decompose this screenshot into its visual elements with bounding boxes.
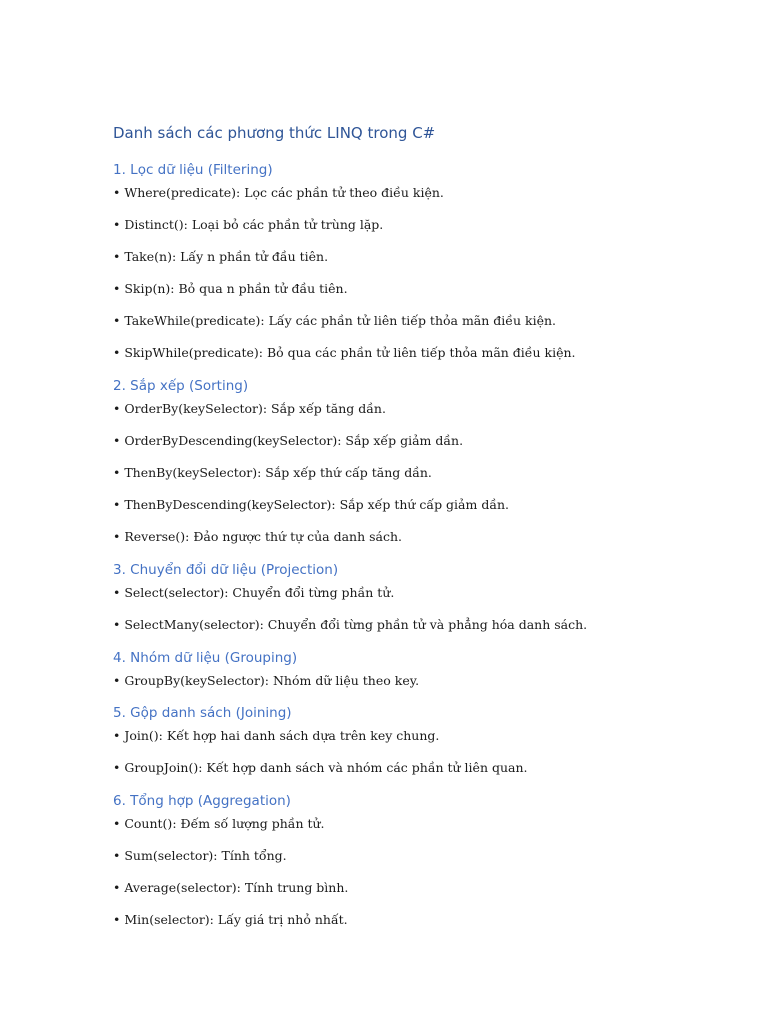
section-heading-aggregation: 6. Tổng hợp (Aggregation) [113,793,291,809]
list-item: • Skip(n): Bỏ qua n phần tử đầu tiên. [113,281,348,296]
section-heading-sorting: 2. Sắp xếp (Sorting) [113,378,249,394]
list-item: • Select(selector): Chuyển đổi từng phần tử. [113,585,395,600]
section-heading-grouping: 4. Nhóm dữ liệu (Grouping) [113,650,298,666]
list-item: • Average(selector): Tính trung bình. [113,880,349,895]
list-item: • Where(predicate): Lọc các phần tử theo điều kiện. [113,185,444,200]
document-title: Danh sách các phương thức LINQ trong C# [113,124,436,142]
list-item: • Min(selector): Lấy giá trị nhỏ nhất. [113,912,348,927]
list-item: • ThenByDescending(keySelector): Sắp xếp thứ cấp giảm dần. [113,497,510,512]
list-item: • TakeWhile(predicate): Lấy các phần tử liên tiếp thỏa mãn điều kiện. [113,313,556,328]
list-item: • Take(n): Lấy n phần tử đầu tiên. [113,249,329,264]
list-item: • SkipWhile(predicate): Bỏ qua các phần tử liên tiếp thỏa mãn điều kiện. [113,345,576,360]
list-item: • OrderBy(keySelector): Sắp xếp tăng dần. [113,401,386,416]
list-item: • GroupBy(keySelector): Nhóm dữ liệu theo key. [113,673,420,688]
list-item: • SelectMany(selector): Chuyển đổi từng phần tử và phẳng hóa danh sách. [113,617,588,632]
list-item: • ThenBy(keySelector): Sắp xếp thứ cấp tăng dần. [113,465,432,480]
list-item: • OrderByDescending(keySelector): Sắp xếp giảm dần. [113,433,464,448]
section-heading-projection: 3. Chuyển đổi dữ liệu (Projection) [113,562,339,578]
list-item: • Reverse(): Đảo ngược thứ tự của danh sách. [113,529,403,544]
list-item: • Join(): Kết hợp hai danh sách dựa trên key chung. [113,728,440,743]
list-item: • Distinct(): Loại bỏ các phần tử trùng lặp. [113,217,384,232]
list-item: • GroupJoin(): Kết hợp danh sách và nhóm các phần tử liên quan. [113,760,528,775]
section-heading-joining: 5. Gộp danh sách (Joining) [113,705,292,721]
list-item: • Count(): Đếm số lượng phần tử. [113,816,325,831]
section-heading-filtering: 1. Lọc dữ liệu (Filtering) [113,162,273,178]
list-item: • Sum(selector): Tính tổng. [113,848,287,863]
